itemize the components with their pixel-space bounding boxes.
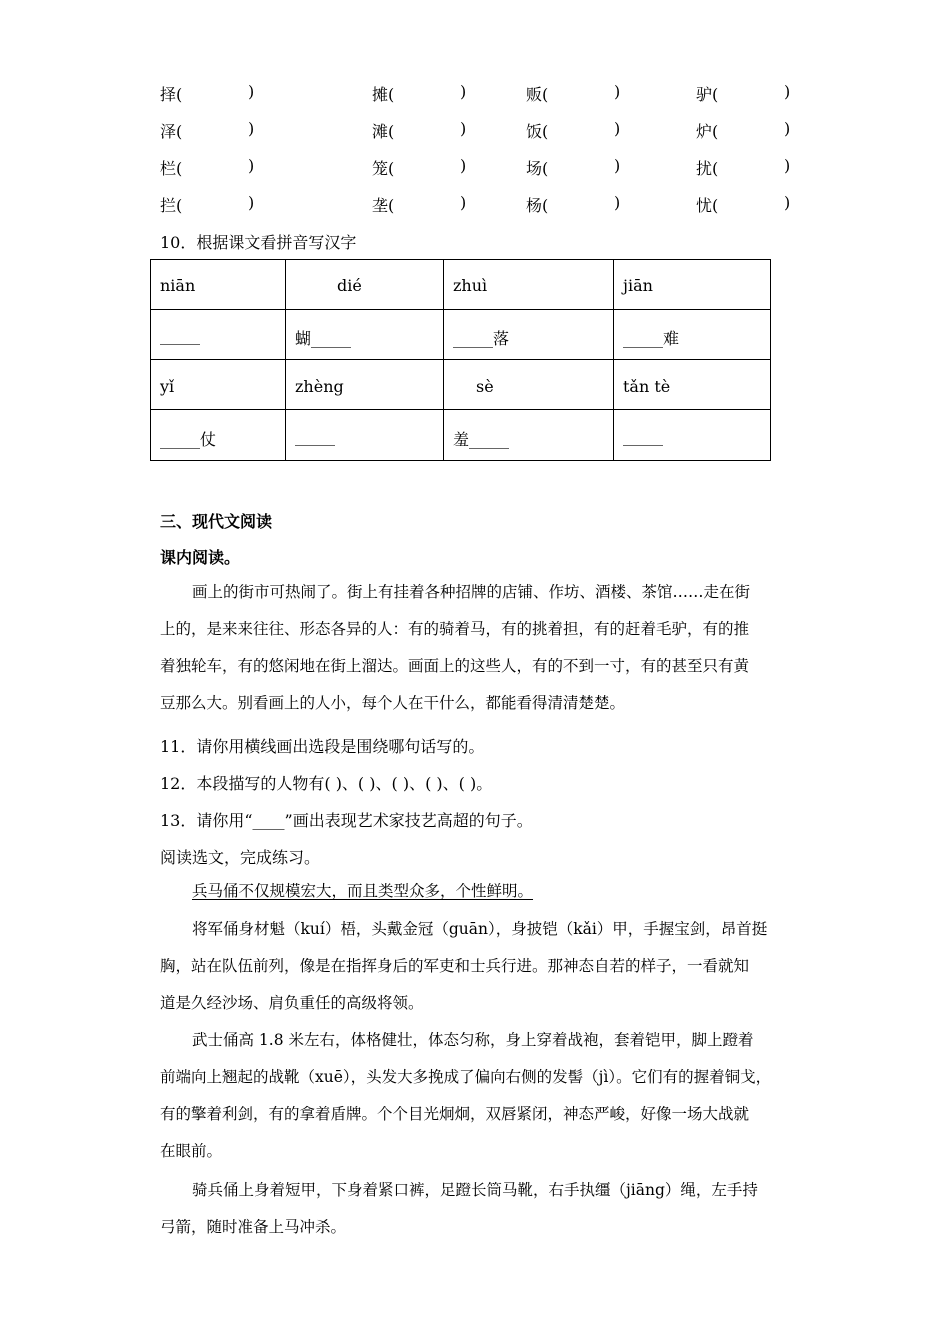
table-border <box>443 259 444 460</box>
passage-line: 画上的街市可热闹了。街上有挂着各种招牌的店铺、作坊、酒楼、茶馆……走在街 <box>192 583 751 601</box>
grid-blank-close[interactable]: ) <box>614 119 621 138</box>
pinyin-cell: dié <box>337 276 362 295</box>
table-border <box>770 259 771 460</box>
passage-line: 上的，是来来往往、形态各异的人：有的骑着马，有的挑着担，有的赶着毛驴，有的推 <box>160 620 750 638</box>
grid-blank-close[interactable]: ) <box>460 119 467 138</box>
table-border <box>285 259 286 460</box>
grid-blank-close[interactable]: ) <box>784 193 791 212</box>
grid-char: 场( <box>526 159 549 178</box>
pinyin-cell: zhèng <box>295 377 344 396</box>
pinyin-cell: tǎn tè <box>623 377 671 396</box>
grid-char: 滩( <box>372 122 395 141</box>
grid-blank-close[interactable]: ) <box>248 119 255 138</box>
grid-char: 扰( <box>696 159 719 178</box>
grid-char: 摊( <box>372 85 395 104</box>
table-border <box>150 259 151 460</box>
table-border <box>150 309 771 310</box>
underlined-sentence: 兵马俑不仅规模宏大，而且类型众多，个性鲜明。 <box>192 882 534 900</box>
subsection-heading: 阅读选文，完成练习。 <box>160 848 321 867</box>
grid-char: 栏( <box>160 159 183 178</box>
answer-cell[interactable]: _____ <box>160 326 200 345</box>
grid-char: 泽( <box>160 122 183 141</box>
grid-char: 炉( <box>696 122 719 141</box>
passage-line: 将军俑身材魁（kuí）梧，头戴金冠（guān），身披铠（kǎi）甲，手握宝剑，昂首挺 <box>192 920 768 938</box>
answer-cell[interactable]: _____难 <box>623 329 680 348</box>
passage-line: 武士俑高 1.8 米左右，体格健壮，体态匀称，身上穿着战袍，套着铠甲，脚上蹬着 <box>192 1031 754 1049</box>
passage-line: 前端向上翘起的战靴（xuē），头发大多挽成了偏向右侧的发髻（jì）。它们有的握着铜戈， <box>160 1068 772 1086</box>
grid-blank-close[interactable]: ) <box>614 156 621 175</box>
passage-line: 胸，站在队伍前列，像是在指挥身后的军吏和士兵行进。那神态自若的样子，一看就知 <box>160 957 750 975</box>
grid-blank-close[interactable]: ) <box>248 156 255 175</box>
pinyin-cell: zhuì <box>453 276 488 295</box>
grid-blank-close[interactable]: ) <box>460 193 467 212</box>
passage-line: 有的擎着利剑，有的拿着盾牌。个个目光炯炯，双唇紧闭，神态严峻，好像一场大战就 <box>160 1105 750 1123</box>
grid-char: 杨( <box>526 196 549 215</box>
passage-topic-sentence <box>160 873 824 910</box>
answer-cell[interactable]: _____落 <box>453 329 510 348</box>
table-border <box>150 359 771 360</box>
grid-char: 垄( <box>372 196 395 215</box>
answer-cell[interactable]: _____ <box>623 427 663 446</box>
passage-line: 着独轮车，有的悠闲地在街上溜达。画面上的这些人，有的不到一寸，有的甚至只有黄 <box>160 657 750 675</box>
grid-blank-close[interactable]: ) <box>460 156 467 175</box>
grid-char: 拦( <box>160 196 183 215</box>
table-border <box>150 259 771 260</box>
grid-char: 忧( <box>696 196 719 215</box>
pinyin-cell: sè <box>476 377 494 396</box>
section-heading: 三、现代文阅读 <box>160 514 273 531</box>
q10-title: 10．根据课文看拼音写汉字 <box>160 233 357 252</box>
grid-blank-close[interactable]: ) <box>614 82 621 101</box>
passage-line: 骑兵俑上身着短甲，下身着紧口裤，足蹬长筒马靴，右手执缰（jiāng）绳，左手持 <box>192 1181 758 1199</box>
grid-blank-close[interactable]: ) <box>248 193 255 212</box>
grid-blank-close[interactable]: ) <box>614 193 621 212</box>
question-13 <box>160 808 533 831</box>
pinyin-cell: yǐ <box>160 377 175 396</box>
passage-line: 豆那么大。别看画上的人小，每个人在干什么，都能看得清清楚楚。 <box>160 694 626 712</box>
grid-blank-close[interactable]: ) <box>460 82 467 101</box>
grid-blank-close[interactable]: ) <box>248 82 255 101</box>
grid-char: 择( <box>160 85 183 104</box>
answer-cell[interactable]: _____ <box>295 427 335 446</box>
question-11: 11．请你用横线画出选段是围绕哪句话写的。 <box>160 737 485 756</box>
grid-blank-close[interactable]: ) <box>784 156 791 175</box>
answer-cell[interactable]: 蝴_____ <box>295 329 352 348</box>
grid-char: 笼( <box>372 159 395 178</box>
grid-char: 驴( <box>696 85 719 104</box>
grid-blank-close[interactable]: ) <box>784 119 791 138</box>
table-border <box>150 409 771 410</box>
q13-underline-sample: ____ <box>252 811 285 830</box>
passage-line: 弓箭，随时准备上马冲杀。 <box>160 1218 347 1236</box>
pinyin-cell: jiān <box>623 276 653 295</box>
table-border <box>150 460 771 461</box>
grid-char: 饭( <box>526 122 549 141</box>
q13-text-end: ”画出表现艺术家技艺高超的句子。 <box>284 811 533 830</box>
table-border <box>613 259 614 460</box>
passage-line: 在眼前。 <box>160 1142 223 1160</box>
pinyin-cell: niān <box>160 276 196 295</box>
grid-blank-close[interactable]: ) <box>784 82 791 101</box>
answer-cell[interactable]: 羞_____ <box>453 430 510 449</box>
passage-line: 道是久经沙场、肩负重任的高级将领。 <box>160 994 424 1012</box>
answer-cell[interactable]: _____仗 <box>160 430 217 449</box>
grid-char: 贩( <box>526 85 549 104</box>
question-12: 12．本段描写的人物有( )、( )、( )、( )、( )。 <box>160 774 493 793</box>
q13-text-start: 13．请你用“ <box>160 811 253 830</box>
subsection-heading: 课内阅读。 <box>160 550 241 567</box>
